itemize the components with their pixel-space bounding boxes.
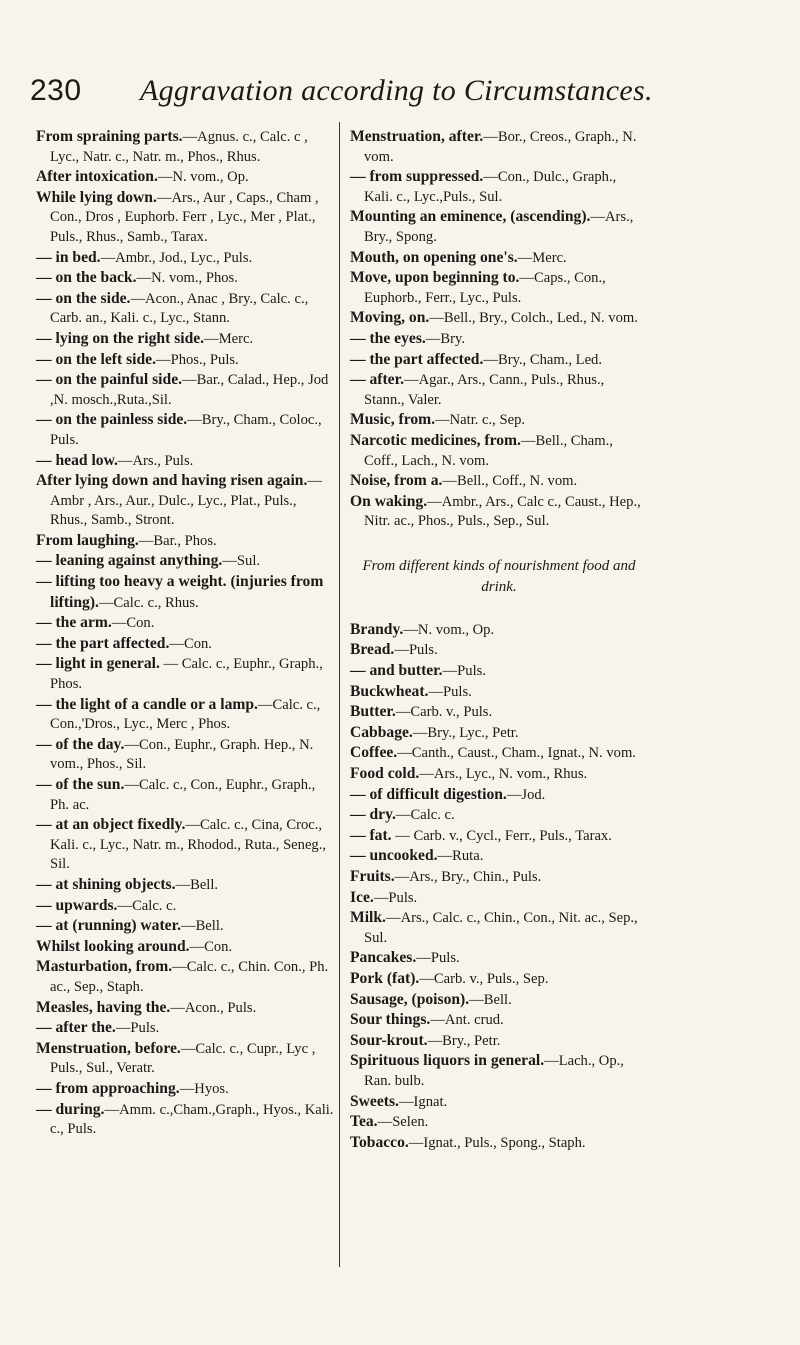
index-entry — [36, 572, 334, 613]
index-entry — [350, 308, 648, 329]
index-entry — [36, 551, 334, 572]
left-column — [36, 127, 334, 1140]
entry-remedies: —Ars., Bry., Spong. — [364, 209, 634, 245]
entry-term: Tobacco. — [350, 1133, 409, 1151]
entry-remedies: —Calc. c., Con.,'Dros., Lyc., Merc , Phos. — [50, 696, 321, 733]
index-entry — [350, 248, 648, 269]
index-entry — [36, 916, 334, 937]
index-entry — [36, 370, 334, 410]
entry-remedies: —Ambr , Ars., Aur., Dulc., Lyc., Plat., Puls., Rhus., Samb., Stront. — [50, 473, 322, 529]
index-entry — [350, 370, 648, 410]
entry-remedies: —Carb. v., Puls. — [395, 704, 493, 721]
entry-term: Sour-krout. — [350, 1031, 428, 1049]
entry-term: — upwards. — [36, 896, 118, 914]
entry-term: Menstruation, before. — [36, 1039, 181, 1057]
entry-remedies: — Calc. c., Euphr., Graph., Phos. — [50, 656, 323, 693]
index-entry — [36, 127, 334, 167]
entry-term: — after. — [350, 371, 404, 389]
entry-term: Mouth, on opening one's. — [350, 248, 518, 266]
entry-term: — the part affected. — [350, 350, 484, 368]
index-entry — [350, 410, 648, 431]
index-entry — [36, 1039, 334, 1079]
entry-term: — at (running) water. — [36, 917, 181, 935]
entry-term: Cabbage. — [350, 723, 413, 741]
index-entry — [350, 167, 648, 207]
index-entry — [36, 289, 334, 329]
entry-remedies: —Con. — [111, 615, 155, 632]
index-entry — [350, 805, 648, 826]
entry-remedies: —Calc. c., Cina, Croc., Kali. c., Lyc., Natr. m., Rhodod., Ruta., Seneg., Sil. — [50, 817, 327, 873]
index-entry — [36, 896, 334, 917]
entry-remedies: —Bell., Coff., N. vom. — [442, 473, 578, 490]
index-entry — [36, 1100, 334, 1140]
entry-remedies: —Bar., Phos. — [138, 532, 217, 549]
entry-term: — on the side. — [36, 289, 131, 307]
entry-remedies: —N. vom., Op. — [157, 169, 249, 186]
entry-remedies: —Calc. c., Con., Euphr., Graph., Ph. ac. — [50, 777, 316, 813]
entry-term: — from approaching. — [36, 1079, 180, 1097]
entry-term: Food cold. — [350, 765, 420, 783]
entry-remedies: —Bry., Cham., Led. — [483, 351, 602, 368]
entry-remedies: —N. vom., Op. — [403, 621, 495, 638]
entry-remedies: —Bry., Cham., Coloc., Puls. — [50, 412, 322, 448]
index-entry — [350, 1092, 648, 1113]
entry-term: On waking. — [350, 492, 428, 510]
entry-remedies: —Bell., Cham., Coff., Lach., N. vom. — [364, 432, 613, 469]
entry-remedies: —Merc. — [517, 249, 567, 266]
index-entry — [36, 248, 334, 269]
entry-remedies: —Ignat., Puls., Spong., Staph. — [408, 1134, 586, 1151]
entry-remedies: —Bell. — [180, 918, 224, 935]
entry-remedies: —Puls. — [115, 1020, 160, 1037]
entry-remedies: —Carb. v., Puls., Sep. — [419, 970, 549, 987]
entry-term: — lying on the right side. — [36, 329, 205, 347]
entry-term: — from suppressed. — [350, 168, 484, 186]
entry-remedies: —Caps., Con., Euphorb., Ferr., Lyc., Puls. — [364, 270, 606, 306]
index-entry — [350, 620, 648, 641]
entry-term: Move, upon beginning to. — [350, 269, 520, 287]
entry-term: — of difficult digestion. — [350, 785, 507, 803]
index-entry — [36, 937, 334, 958]
entry-term: — at shining objects. — [36, 875, 176, 893]
right-column-bottom — [350, 620, 648, 1153]
entry-term: Coffee. — [350, 744, 398, 762]
index-entry — [350, 1010, 648, 1031]
index-entry — [36, 410, 334, 450]
index-entry — [36, 329, 334, 350]
entry-remedies: —Calc. c., Chin. Con., Ph. ac., Sep., Staph. — [50, 959, 329, 995]
index-entry — [350, 785, 648, 806]
index-entry — [350, 682, 648, 703]
entry-remedies: —Ignat. — [398, 1093, 448, 1110]
entry-remedies: — Carb. v., Cycl., Ferr., Puls., Tarax. — [391, 827, 612, 844]
entry-term: Milk. — [350, 909, 386, 927]
entry-term: Menstruation, after. — [350, 128, 484, 145]
entry-term: — on the back. — [36, 269, 137, 287]
entry-remedies: —Puls. — [373, 889, 418, 906]
entry-remedies: —Canth., Caust., Cham., Ignat., N. vom. — [397, 745, 636, 762]
index-entry — [36, 815, 334, 875]
entry-term: — on the left side. — [36, 350, 156, 368]
entry-remedies: —Puls. — [394, 642, 438, 659]
entry-term: Moving, on. — [350, 309, 430, 327]
entry-term: — on the painless side. — [36, 411, 188, 429]
entry-remedies: —Sul. — [222, 553, 261, 570]
entry-term: — uncooked. — [350, 847, 438, 865]
entry-remedies: —Bell. — [469, 991, 512, 1008]
index-entry — [36, 188, 334, 248]
entry-remedies: —Bor., Creos., Graph., N. vom. — [364, 129, 637, 165]
entry-term: Whilst looking around. — [36, 937, 190, 955]
entry-term: — the arm. — [36, 614, 112, 632]
entry-term: Pork (fat). — [350, 969, 420, 987]
entry-term: — the light of a candle or a lamp. — [36, 695, 258, 713]
index-entry — [350, 268, 648, 308]
index-entry — [36, 695, 334, 735]
entry-remedies: —Agar., Ars., Cann., Puls., Rhus., Stann., Valer. — [364, 372, 605, 408]
entry-remedies: —Acon., Puls. — [170, 999, 257, 1016]
entry-term: — light in general. — [36, 655, 160, 673]
index-entry — [36, 735, 334, 775]
entry-term: Brandy. — [350, 620, 404, 638]
entry-term: — the part affected. — [36, 634, 170, 652]
index-entry — [350, 127, 648, 167]
index-entry — [350, 431, 648, 471]
entry-term: — during. — [36, 1100, 105, 1118]
index-entry — [350, 702, 648, 723]
entry-term: Music, from. — [350, 411, 436, 429]
index-entry — [36, 654, 334, 694]
index-entry — [350, 661, 648, 682]
index-entry — [350, 723, 648, 744]
entry-term: — lifting too heavy a weight. (injuries from lifting). — [36, 573, 324, 611]
entry-remedies: —Ant. crud. — [430, 1012, 504, 1029]
index-entry — [36, 531, 334, 552]
entry-remedies: —Con., Dulc., Graph., Kali. c., Lyc.,Puls., Sul. — [364, 169, 617, 205]
index-entry — [36, 268, 334, 289]
entry-term: Butter. — [350, 703, 396, 721]
entry-term: Buckwheat. — [350, 682, 429, 700]
entry-remedies: —Calc. c. — [117, 897, 177, 914]
entry-remedies: —Bar., Calad., Hep., Jod ,N. mosch.,Ruta.,Sil. — [50, 372, 329, 408]
entry-remedies: —N. vom., Phos. — [136, 270, 238, 287]
entry-term: — of the day. — [36, 735, 125, 753]
index-entry — [350, 990, 648, 1011]
index-entry — [36, 1079, 334, 1100]
index-entry — [36, 875, 334, 896]
entry-remedies: —Bell. — [175, 876, 219, 893]
entry-term: Sweets. — [350, 1092, 399, 1110]
index-entry — [350, 640, 648, 661]
entry-remedies: —Phos., Puls. — [155, 351, 239, 368]
entry-remedies: —Ambr., Ars., Calc c., Caust., Hep., Nitr. ac., Phos., Puls., Sep., Sul. — [364, 493, 641, 530]
index-entry — [350, 764, 648, 785]
entry-term: Sour things. — [350, 1011, 431, 1029]
entry-term: Narcotic medicines, from. — [350, 431, 521, 449]
entry-remedies: —Calc. c., Rhus. — [98, 594, 199, 611]
index-entry — [350, 846, 648, 867]
entry-remedies: —Bry. — [425, 330, 465, 347]
entry-term: Mounting an eminence, (ascending). — [350, 208, 591, 226]
entry-remedies: —Con. — [189, 938, 233, 955]
index-entry — [350, 1112, 648, 1133]
entry-remedies: —Ars., Puls. — [117, 452, 194, 469]
index-entry — [36, 613, 334, 634]
entry-remedies: —Bry., Petr. — [427, 1032, 501, 1049]
entry-remedies: —Natr. c., Sep. — [435, 412, 526, 429]
entry-remedies: —Puls. — [416, 950, 460, 967]
entry-remedies: —Ambr., Jod., Lyc., Puls. — [100, 249, 253, 266]
entry-remedies: —Ruta. — [437, 848, 484, 865]
entry-remedies: —Bell., Bry., Colch., Led., N. vom. — [429, 310, 638, 327]
entry-term: — fat. — [350, 826, 392, 844]
entry-term: — after the. — [36, 1019, 116, 1037]
entry-term: Fruits. — [350, 868, 395, 885]
entry-remedies: —Ars., Aur , Caps., Cham , Con., Dros , Euphorb. Ferr , Lyc., Mer , Plat., Puls., Rhus., Samb., Tarax. — [50, 189, 319, 245]
index-entry — [350, 969, 648, 990]
index-entry — [350, 1051, 648, 1091]
index-entry — [350, 888, 648, 909]
index-entry — [350, 207, 648, 247]
section-heading: From different kinds of nourishment food and drink. — [362, 557, 636, 595]
index-entry — [36, 998, 334, 1019]
entry-term: Ice. — [350, 888, 374, 906]
index-entry — [350, 492, 648, 532]
index-entry — [350, 948, 648, 969]
index-entry — [350, 1133, 648, 1154]
page-header — [30, 74, 770, 114]
index-entry — [36, 634, 334, 655]
running-title: Aggravation according to Circumstances. — [140, 74, 653, 107]
entry-remedies: —Jod. — [506, 786, 546, 803]
entry-remedies: —Con. — [169, 635, 212, 652]
entry-remedies: —Hyos. — [179, 1080, 229, 1097]
entry-remedies: —Ars., Calc. c., Chin., Con., Nit. ac., Sep., Sul. — [364, 910, 638, 946]
entry-term: — in bed. — [36, 248, 101, 266]
entry-remedies: —Bry., Lyc., Petr. — [412, 724, 519, 741]
index-entry — [36, 775, 334, 815]
index-entry — [350, 743, 648, 764]
entry-term: Spirituous liquors in general. — [350, 1052, 545, 1070]
index-entry — [36, 471, 334, 531]
entry-term: Measles, having the. — [36, 998, 171, 1016]
entry-term: Noise, from a. — [350, 472, 443, 490]
index-entry — [350, 826, 648, 847]
index-entry — [350, 867, 648, 888]
index-entry — [350, 350, 648, 371]
entry-term: Pancakes. — [350, 949, 417, 967]
entry-remedies: —Agnus. c., Calc. c , Lyc., Natr. c., Natr. m., Phos., Rhus. — [50, 129, 308, 165]
entry-term: — at an object fixedly. — [36, 816, 186, 834]
index-entry — [36, 451, 334, 472]
entry-remedies: —Con., Euphr., Graph. Hep., N. vom., Phos., Sil. — [50, 736, 314, 773]
entry-term: Masturbation, from. — [36, 958, 173, 976]
entry-term: Sausage, (poison). — [350, 990, 470, 1008]
entry-remedies: —Puls. — [442, 663, 486, 680]
entry-term: — head low. — [36, 451, 118, 469]
index-entry — [36, 350, 334, 371]
entry-remedies: —Ars., Lyc., N. vom., Rhus. — [419, 766, 588, 783]
index-entry — [350, 329, 648, 350]
entry-remedies: —Selen. — [377, 1114, 429, 1131]
entry-term: From laughing. — [36, 531, 139, 549]
entry-term: After lying down and having risen again. — [36, 472, 308, 490]
right-column-top — [350, 127, 648, 532]
entry-term: — of the sun. — [36, 776, 125, 793]
entry-remedies: —Calc. c., Cupr., Lyc , Puls., Sul., Veratr. — [50, 1040, 316, 1077]
entry-remedies: —Acon., Anac , Bry., Calc. c., Carb. an., Kali. c., Lyc., Stann. — [50, 290, 309, 327]
entry-term: Tea. — [350, 1113, 378, 1131]
entry-remedies: —Calc. c. — [395, 807, 455, 824]
index-entry — [36, 167, 334, 188]
entry-remedies: —Amm. c.,Cham.,Graph., Hyos., Kali. c., Puls. — [50, 1101, 334, 1138]
entry-term: Bread. — [350, 641, 395, 659]
entry-remedies: —Puls. — [428, 683, 472, 700]
entry-term: — leaning against anything. — [36, 552, 223, 570]
entry-term: While lying down. — [36, 188, 157, 206]
right-column — [350, 127, 648, 1153]
index-entry — [350, 908, 648, 948]
entry-remedies: —Merc. — [204, 330, 254, 347]
entry-term: — on the painful side. — [36, 371, 183, 389]
entry-term: — and butter. — [350, 662, 443, 680]
index-entry — [36, 957, 334, 997]
entry-term: — dry. — [350, 806, 396, 824]
entry-remedies: —Lach., Op., Ran. bulb. — [364, 1053, 624, 1089]
index-entry — [36, 1018, 334, 1039]
column-divider — [339, 122, 340, 1267]
entry-remedies: —Ars., Bry., Chin., Puls. — [394, 869, 542, 885]
entry-term: From spraining parts. — [36, 128, 183, 145]
entry-term: — the eyes. — [350, 329, 426, 347]
index-entry — [350, 471, 648, 492]
entry-term: After intoxication. — [36, 168, 158, 186]
page-number: 230 — [30, 74, 82, 107]
index-entry — [350, 1031, 648, 1052]
